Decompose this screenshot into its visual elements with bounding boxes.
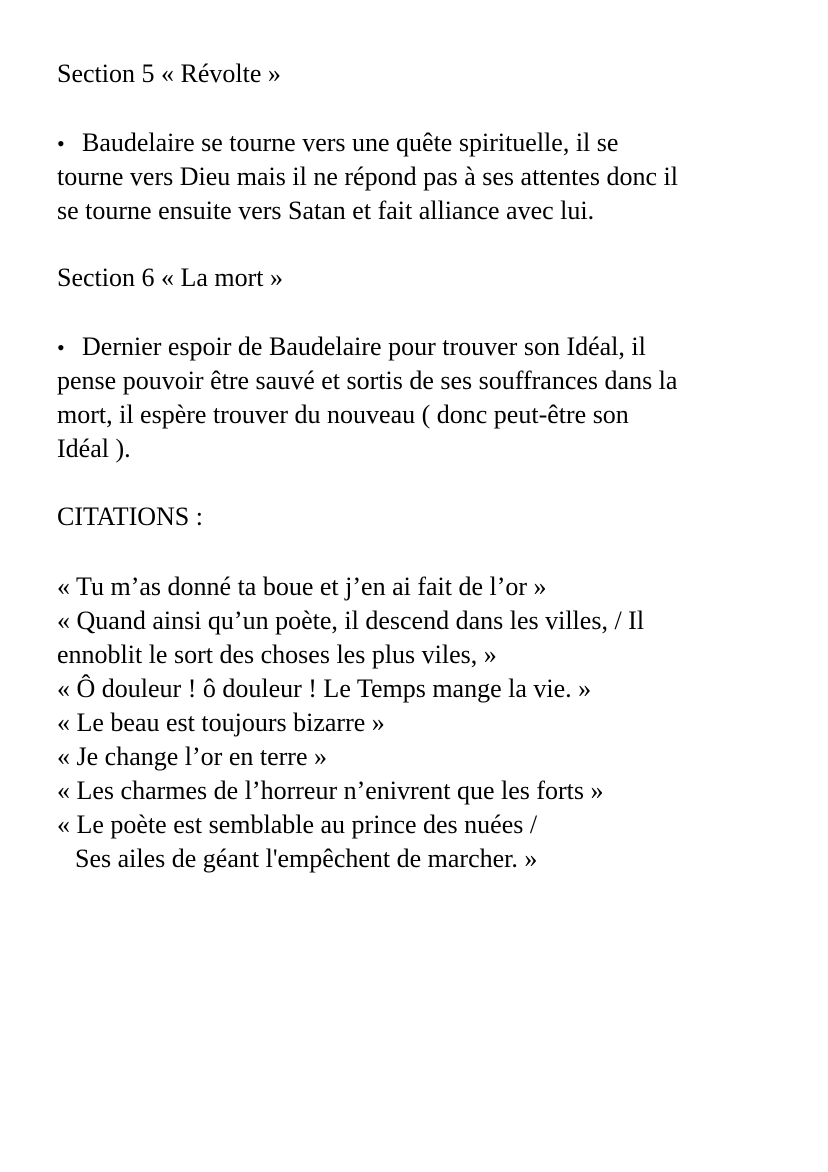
bullet-icon: • xyxy=(57,335,65,360)
citation-line: « Le beau est toujours bizarre » xyxy=(57,708,385,737)
paragraph-line: se tourne ensuite vers Satan et fait alliance avec lui. xyxy=(57,196,595,225)
citations-heading: CITATIONS : xyxy=(57,502,203,531)
citation-line: ennoblit le sort des choses les plus viles, » xyxy=(57,640,497,669)
section-5-bullet-paragraph xyxy=(57,126,777,228)
section-6-heading: Section 6 « La mort » xyxy=(57,263,284,292)
paragraph-line: • Baudelaire se tourne vers une quête spirituelle, il se xyxy=(57,126,777,160)
citation-line: « Tu m’as donné ta boue et j’en ai fait de l’or » xyxy=(57,572,547,601)
citation-line: « Le poète est semblable au prince des nuées / xyxy=(57,810,538,839)
paragraph-line: mort, il espère trouver du nouveau ( donc peut-être son xyxy=(57,400,629,429)
section-5-heading: Section 5 « Révolte » xyxy=(57,59,281,88)
paragraph-line: pense pouvoir être sauvé et sortis de ses souffrances dans la xyxy=(57,366,678,395)
citations-list xyxy=(57,570,797,876)
section-6-bullet-paragraph xyxy=(57,330,777,466)
citation-line: « Les charmes de l’horreur n’enivrent que les forts » xyxy=(57,776,604,805)
bullet-icon: • xyxy=(57,131,65,156)
citation-line: « Quand ainsi qu’un poète, il descend dans les villes, / Il xyxy=(57,606,645,635)
citation-line: Ses ailes de géant l'empêchent de marcher. » xyxy=(75,844,538,873)
citation-line: « Je change l’or en terre » xyxy=(57,742,327,771)
paragraph-line: tourne vers Dieu mais il ne répond pas à ses attentes donc il xyxy=(57,162,678,191)
paragraph-line: Idéal ). xyxy=(57,434,131,463)
citation-line: « Ô douleur ! ô douleur ! Le Temps mange la vie. » xyxy=(57,674,592,703)
paragraph-line: • Dernier espoir de Baudelaire pour trouver son Idéal, il xyxy=(57,330,777,364)
